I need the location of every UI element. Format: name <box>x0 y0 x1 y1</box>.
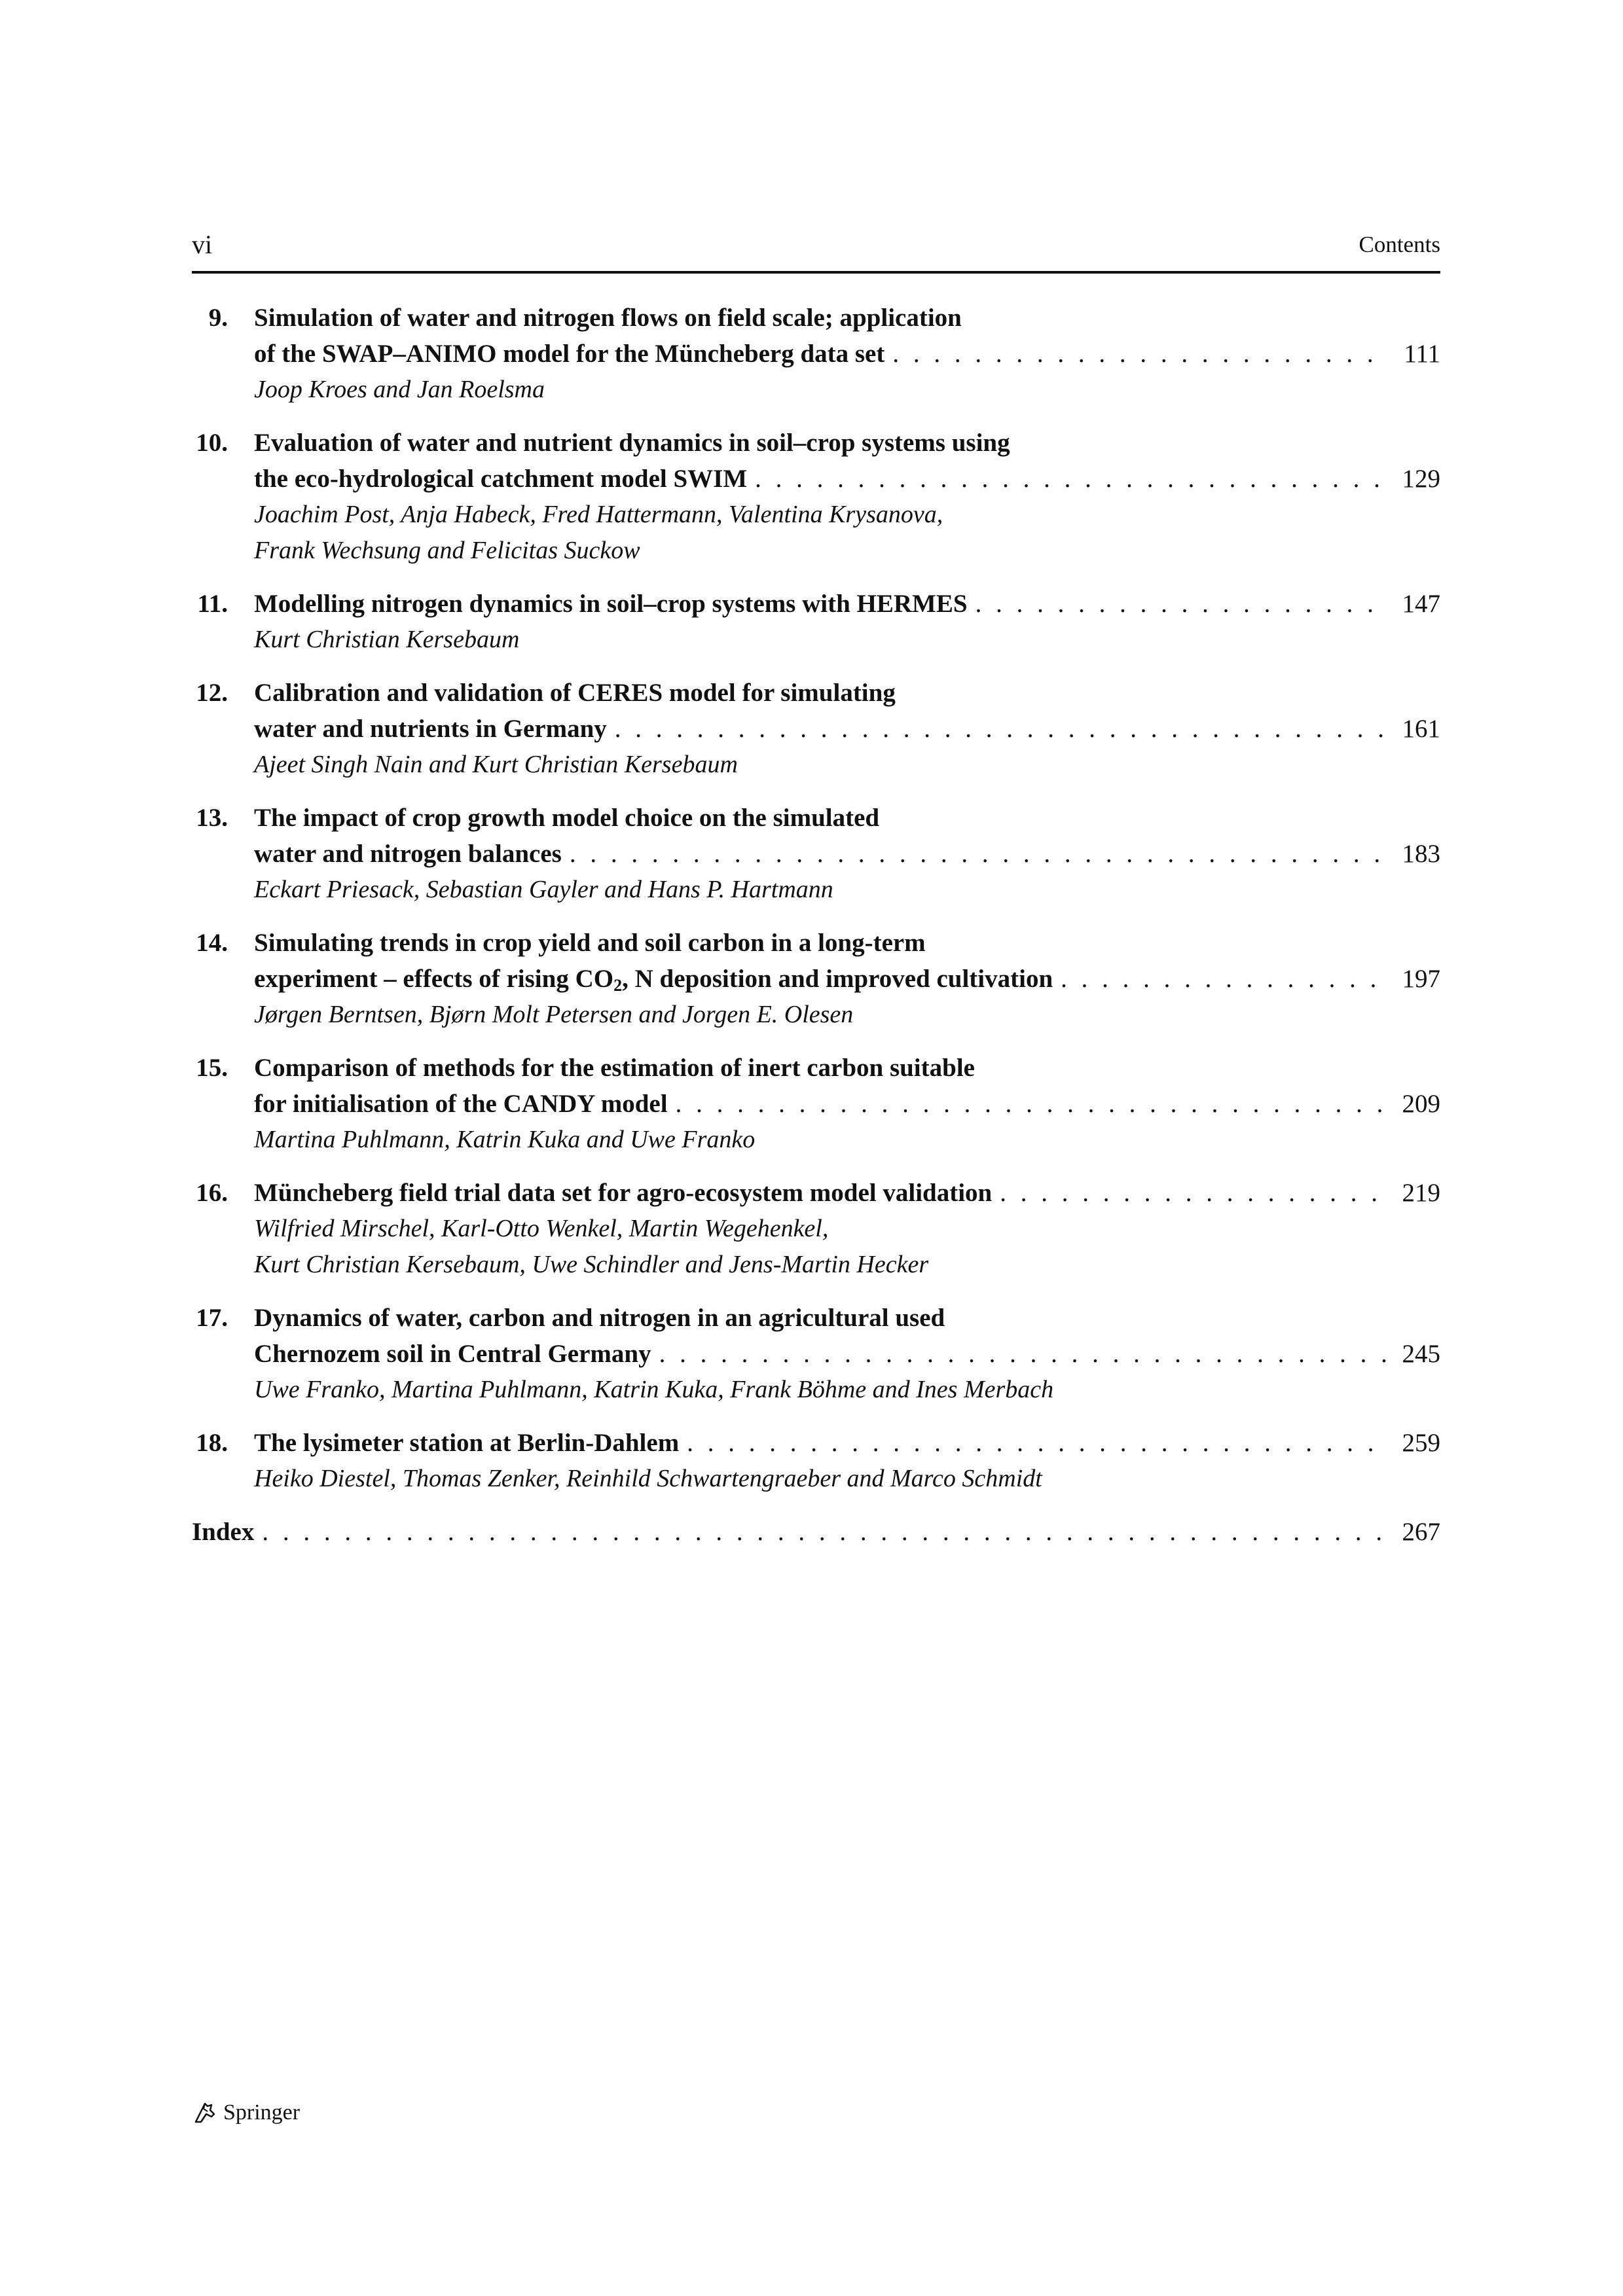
chapter-title-line: The impact of crop growth model choice on the simulated <box>254 804 880 832</box>
chapter-title-line[interactable]: The lysimeter station at Berlin-Dahlem <box>254 1429 680 1457</box>
chapter-authors: Uwe Franko, Martina Puhlmann, Katrin Kuka, Frank Böhme and Ines Merbach <box>254 1376 1054 1403</box>
dot-leader <box>262 1514 1387 1550</box>
dot-leader <box>615 711 1387 747</box>
chapter-authors: Martina Puhlmann, Katrin Kuka and Uwe Franko <box>254 1126 756 1153</box>
chapter-authors: Jørgen Berntsen, Bjørn Molt Petersen and Jorgen E. Olesen <box>254 1001 854 1028</box>
chapter-title-line[interactable]: of the SWAP–ANIMO model for the Müncheberg data set <box>254 340 885 368</box>
chapter-title-line[interactable]: the eco-hydrological catchment model SWIM <box>254 465 748 493</box>
dot-leader <box>659 1336 1387 1372</box>
chapter-title-line[interactable]: Modelling nitrogen dynamics in soil–crop systems with HERMES <box>254 590 968 618</box>
springer-horse-logo-icon <box>192 2100 218 2126</box>
chapter-authors: Wilfried Mirschel, Karl-Otto Wenkel, Martin Wegehenkel, <box>254 1215 829 1242</box>
chapter-number: 13. <box>196 804 228 832</box>
chapter-title-line[interactable]: for initialisation of the CANDY model <box>254 1090 668 1118</box>
table-of-contents <box>192 300 1440 1567</box>
chapter-number: 14. <box>196 929 228 957</box>
dot-leader <box>570 836 1387 872</box>
page-ref[interactable]: 147 <box>1402 590 1440 618</box>
chapter-number: 16. <box>196 1179 228 1207</box>
page-ref[interactable]: 267 <box>1402 1518 1440 1546</box>
chapter-number: 10. <box>196 429 228 457</box>
publisher-name: Springer <box>223 2100 301 2125</box>
toc-entry[interactable] <box>192 300 1440 408</box>
page-ref[interactable]: 183 <box>1402 840 1440 868</box>
page-number: vi <box>192 230 213 259</box>
toc-entry[interactable] <box>192 925 1440 1033</box>
page-ref[interactable]: 129 <box>1402 465 1440 493</box>
title-text-before-subscript: experiment – effects of rising CO <box>254 965 614 993</box>
chapter-authors: Joachim Post, Anja Habeck, Fred Hattermann, Valentina Krysanova, <box>254 501 943 528</box>
chapter-number: 9. <box>208 304 228 332</box>
chapter-authors: Joop Kroes and Jan Roelsma <box>254 376 545 403</box>
toc-entry[interactable] <box>192 1175 1440 1283</box>
toc-entry[interactable] <box>192 425 1440 569</box>
page-ref[interactable]: 245 <box>1402 1340 1440 1368</box>
running-header <box>192 229 1440 274</box>
chapter-authors: Kurt Christian Kersebaum, Uwe Schindler and Jens-Martin Hecker <box>254 1251 929 1278</box>
toc-entry[interactable] <box>192 1425 1440 1497</box>
chapter-title-line: Comparison of methods for the estimation of inert carbon suitable <box>254 1054 975 1082</box>
chapter-title-line: Simulating trends in crop yield and soil carbon in a long-term <box>254 929 926 957</box>
toc-entry[interactable] <box>192 675 1440 783</box>
chapter-number: 12. <box>196 679 228 707</box>
chapter-authors: Frank Wechsung and Felicitas Suckow <box>254 537 640 564</box>
chapter-title-line: Dynamics of water, carbon and nitrogen in an agricultural used <box>254 1304 945 1332</box>
chapter-number: 18. <box>196 1429 228 1457</box>
title-text-after-subscript: , N deposition and improved cultivation <box>622 965 1053 993</box>
chapter-number: 11. <box>197 590 228 618</box>
dot-leader <box>676 1086 1387 1122</box>
chapter-title-line[interactable]: Chernozem soil in Central Germany <box>254 1340 651 1368</box>
dot-leader <box>755 461 1387 497</box>
chapter-title-line: Calibration and validation of CERES model for simulating <box>254 679 896 707</box>
subscript-2: 2 <box>613 976 623 995</box>
chapter-number: 15. <box>196 1054 228 1082</box>
page-ref[interactable]: 111 <box>1404 340 1440 368</box>
dot-leader <box>1000 1175 1387 1211</box>
chapter-title-line[interactable]: water and nitrogen balances <box>254 840 562 868</box>
dot-leader <box>892 336 1387 372</box>
toc-entry[interactable] <box>192 800 1440 908</box>
page-ref[interactable]: 161 <box>1402 715 1440 743</box>
chapter-authors: Kurt Christian Kersebaum <box>254 626 520 653</box>
publisher-logo <box>192 2100 300 2126</box>
index-label[interactable]: Index <box>192 1518 255 1546</box>
chapter-authors: Ajeet Singh Nain and Kurt Christian Kersebaum <box>254 751 738 778</box>
toc-entry[interactable] <box>192 1050 1440 1158</box>
dot-leader <box>1061 961 1387 997</box>
page-ref[interactable]: 259 <box>1402 1429 1440 1457</box>
dot-leader <box>687 1425 1387 1461</box>
page-ref[interactable]: 209 <box>1402 1090 1440 1118</box>
chapter-title-line[interactable]: water and nutrients in Germany <box>254 715 607 743</box>
chapter-title-line: Evaluation of water and nutrient dynamics in soil–crop systems using <box>254 429 1010 457</box>
chapter-title-line[interactable] <box>254 961 1061 997</box>
chapter-authors: Heiko Diestel, Thomas Zenker, Reinhild Schwartengraeber and Marco Schmidt <box>254 1465 1042 1492</box>
page-ref[interactable]: 219 <box>1402 1179 1440 1207</box>
toc-entry[interactable] <box>192 586 1440 658</box>
running-title: Contents <box>1359 232 1440 257</box>
chapter-title-line[interactable]: Müncheberg field trial data set for agro-ecosystem model validation <box>254 1179 993 1207</box>
toc-entry[interactable] <box>192 1300 1440 1408</box>
toc-index-entry[interactable] <box>192 1514 1440 1550</box>
chapter-number: 17. <box>196 1304 228 1332</box>
page-ref[interactable]: 197 <box>1402 965 1440 993</box>
chapter-title-line: Simulation of water and nitrogen flows on field scale; application <box>254 304 962 332</box>
dot-leader <box>976 586 1387 622</box>
chapter-authors: Eckart Priesack, Sebastian Gayler and Hans P. Hartmann <box>254 876 833 903</box>
